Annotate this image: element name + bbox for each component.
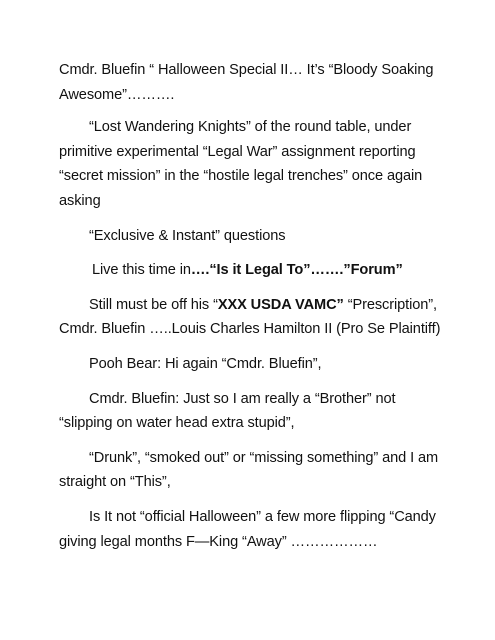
- forum-prefix: Live this time in: [92, 262, 191, 279]
- paragraph-drunk: “Drunk”, “smoked out” or “missing something” and I am straight on “This”,: [59, 449, 439, 491]
- forum-title-bold: ….“Is it Legal To”…….”Forum”: [190, 262, 403, 279]
- paragraph-lost-knights: “Lost Wandering Knights” of the round table, under primitive experimental “Legal War” assignment reporting “secret mission” in the “hostile legal trenches” once again asking: [59, 119, 423, 209]
- paragraph-exclusive-questions: “Exclusive & Instant” questions: [89, 227, 286, 244]
- paragraph-pooh-bear: Pooh Bear: Hi again “Cmdr. Bluefin”,: [89, 355, 322, 372]
- prescription-suffix: “Prescription”, Cmdr. Bluefin …..Louis Charles Hamilton II (Pro Se Plaintiff): [59, 296, 441, 338]
- title-paragraph: Cmdr. Bluefin “ Halloween Special II… It’s “Bloody Soaking Awesome”……….: [59, 62, 434, 103]
- paragraph-brother: Cmdr. Bluefin: Just so I am really a “Brother” not “slipping on water head extra stupid”,: [59, 390, 396, 432]
- paragraph-forum: [59, 258, 449, 283]
- paragraph-prescription: [59, 293, 449, 342]
- paragraph-halloween: Is It not “official Halloween” a few more flipping “Candy giving legal months F—King “Away” ………………: [59, 508, 436, 550]
- prescription-bold: XXX USDA VAMC”: [217, 296, 344, 313]
- prescription-prefix: Still must be off his “: [89, 296, 218, 313]
- document-page: [59, 58, 449, 564]
